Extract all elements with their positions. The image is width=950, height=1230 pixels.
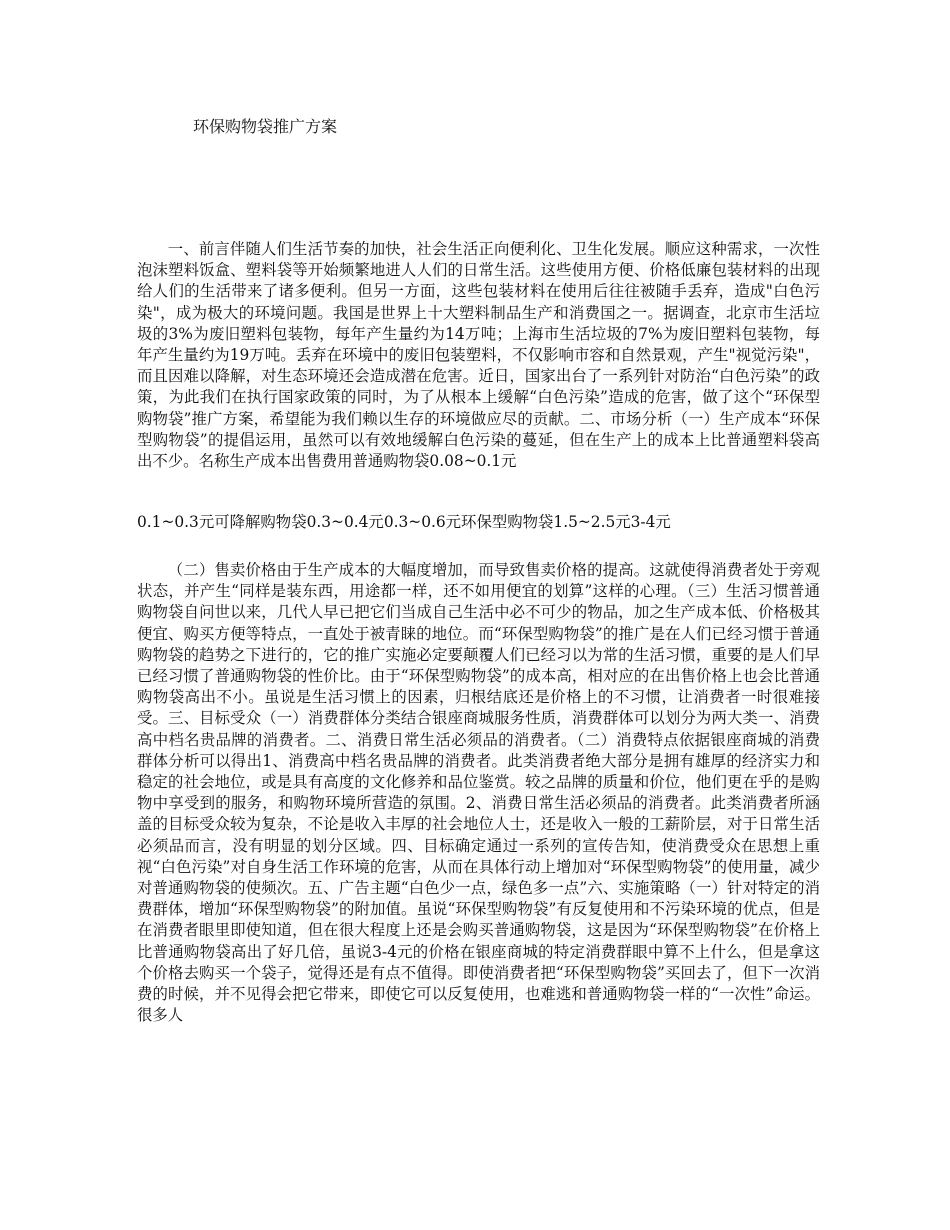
document-title: 环保购物袋推广方案: [193, 117, 338, 136]
body-paragraph-intro-market-analysis: 一、前言伴随人们生活节奏的加快，社会生活正向便利化、卫生化发展。顺应这种需求，一次性泡沫塑料饭盒、塑料袋等开始频繁地进人人们的日常生活。这些使用方便、价格低廉包装材料的出现给人们的生活带来了诸多便利。但另一方面，这些包装材料在使用后往往被随手丢弃，造成"白色污染"，成为极大的环境问题。我国是世界上十大塑料制品生产和消费国之一。据调查，北京市生活垃圾的3%为废旧塑料包装物，每年产生量约为14万吨；上海市生活垃圾的7%为废旧塑料包装物，每年产生量约为19万吨。丢弃在环境中的废旧包装塑料，不仅影响市容和自然景观，产生"视觉污染"，而且因难以降解，对生态环境还会造成潜在危害。近日，国家出台了一系列针对防治“白色污染”的政策，为此我们在执行国家政策的同时，为了从根本上缓解“白色污染”造成的危害，做了这个“环保型购物袋”推广方案，希望能为我们赖以生存的环境做应尽的贡献。二、市场分析（一）生产成本“环保型购物袋”的提倡运用，虽然可以有效地缓解白色污染的蔓延，但在生产上的成本上比普通塑料袋高出不少。名称生产成本出售费用普通购物袋0.08~0.1元: [137, 240, 820, 471]
body-paragraph-price-habits-strategy: （二）售卖价格由于生产成本的大幅度增加，而导致售卖价格的提高。这就使得消费者处于旁观状态，并产生“同样是装东西，用途都一样，还不如用便宜的划算”这样的心理。（三）生活习惯普通购物袋自问世以来，几代人早已把它们当成自己生活中必不可少的物品，加之生产成本低、价格极其便宜、购买方便等特点，一直处于被青睐的地位。而“环保型购物袋”的推广是在人们已经习惯于普通购物袋的趋势之下进行的，它的推广实施必定要颠覆人们已经习以为常的生活习惯，重要的是人们早已经习惯了普通购物袋的性价比。由于“环保型购物袋”的成本高，相对应的在出售价格上也会比普通购物袋高出不小。虽说是生活习惯上的因素，归根结底还是价格上的不习惯，让消费者一时很难接受。三、目标受众（一）消费群体分类结合银座商城服务性质，消费群体可以划分为两大类一、消费高中档名贵品牌的消费者。二、消费日常生活必须品的消费者。（二）消费特点依据银座商城的消费群体分析可以得出1、消费高中档名贵品牌的消费者。此类消费者绝大部分是拥有雄厚的经济实力和稳定的社会地位，或是具有高度的文化修养和品位鉴赏。较之品牌的质量和价位，他们更在乎的是购物中享受到的服务，和购物环境所营造的氛围。2、消费日常生活必须品的消费者。此类消费者所涵盖的目标受众较为复杂，不论是收入丰厚的社会地位人士，还是收入一般的工薪阶层，对于日常生活必须品而言，没有明显的划分区域。四、目标确定通过一系列的宣传告知，使消费受众在思想上重视“白色污染”对自身生活工作环境的危害，从而在具体行动上增加对“环保型购物袋”的使用量，减少对普通购物袋的使频次。五、广告主题“白色少一点，绿色多一点”六、实施策略（一）针对特定的消费群体，增加“环保型购物袋”的附加值。虽说“环保型购物袋”有反复使用和不污染环境的优点，但是在消费者眼里即使知道，但在很大程度上还是会购买普通购物袋，这是因为“环保型购物袋”在价格上比普通购物袋高出了好几倍，虽说3-4元的价格在银座商城的特定消费群眼中算不上什么，但是拿这个价格去购买一个袋子，觉得还是有点不值得。即使消费者把“环保型购物袋”买回去了，但下一次消费的时候，并不见得会把它带来，即使它可以反复使用，也难逃和普通购物袋一样的“一次性”命运。很多人: [137, 561, 820, 1025]
body-paragraph-cost-table-row: 0.1~0.3元可降解购物袋0.3~0.4元0.3~0.6元环保型购物袋1.5~2.5元3-4元: [137, 513, 671, 531]
